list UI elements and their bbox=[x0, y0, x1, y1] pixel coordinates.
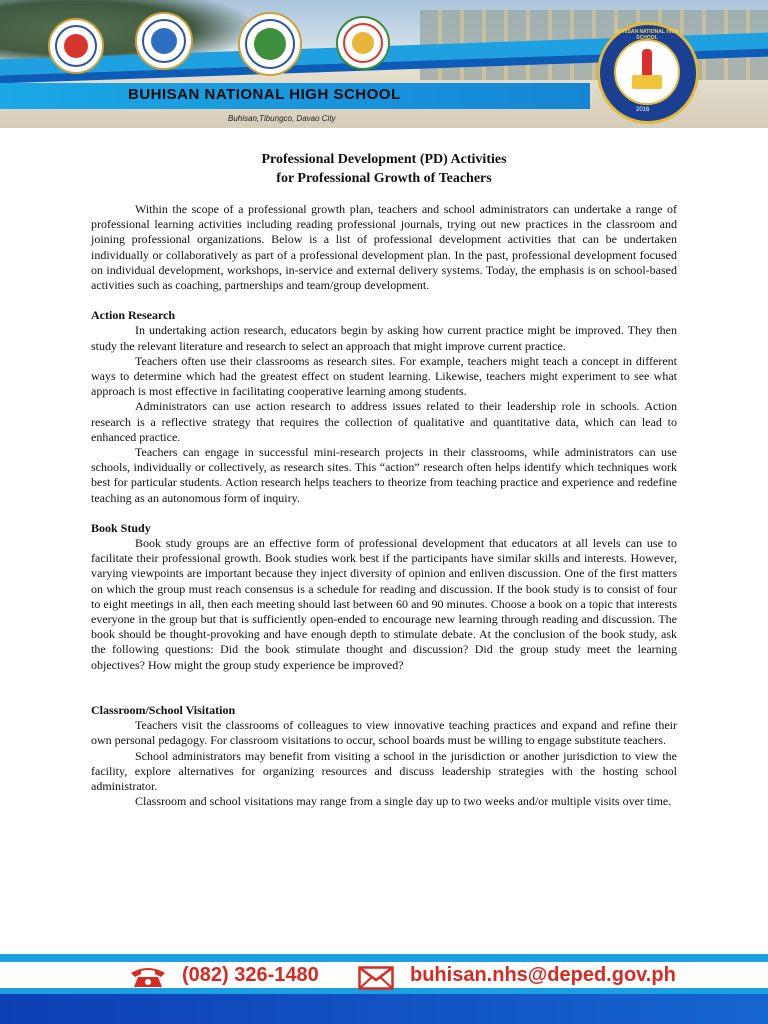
action-research-paragraph-2: Teachers often use their classrooms as research sites. For example, teachers might teach a concept in different ways to determine which had the greatest effect on student learning. Likewise, teachers might experiment to see what approach is most effective in facilitating cooperative learning among students. bbox=[91, 353, 677, 399]
deped-seal-icon bbox=[135, 12, 193, 70]
action-research-paragraph-4: Teachers can engage in successful mini-research projects in their classrooms, while administrators can use schools, individually or collectively, as research sites. This “action” research often helps identify which techniques work best for particular students. Action research helps teachers to theorize from teaching practice and experience and redefine teaching as an autonomous form of inquiry. bbox=[91, 445, 677, 505]
document-body bbox=[91, 202, 677, 809]
action-research-paragraph-3: Administrators can use action research to address issues related to their leadership role in schools. Action research is a reflective strategy that requires the collection of qualitative and quantitative data, which can lead to enhanced practice. bbox=[91, 399, 677, 444]
deped-region-seal-icon bbox=[238, 12, 302, 76]
letterhead-banner bbox=[0, 0, 768, 128]
document-title-line1: Professional Development (PD) Activities bbox=[261, 152, 507, 167]
telephone-icon bbox=[128, 965, 168, 989]
document-title-line2: for Professional Growth of Teachers bbox=[276, 171, 492, 186]
footer-stripe-top bbox=[0, 954, 768, 962]
book-study-paragraph-1: Book study groups are an effective form of professional development that educators at all levels can use to facilitate their professional growth. Book studies work best if the participants have similar skills and interests. However, varying viewpoints are important because they inject diversity of opinion and enliven discussion. One of the first matters on which the group must reach consensus is a schedule for reading and discussion. If the book study is to consist of four to eight meetings in all, then each meeting should last between 60 and 90 minutes. Choose a book on a topic that interests everyone in the group but that is sufficiently open-ended to encourage new learning through reading and discussion. The book should be thought-provoking and have enough depth to stimulate debate. At the conclusion of the book study, ask the following questions: Did the book stimulate thought and discussion? Did the group study meet the learning objectives? How might the group study experience be improved? bbox=[91, 536, 677, 672]
seal-ring-text: BUHISAN NATIONAL HIGH SCHOOL bbox=[615, 29, 679, 41]
book-icon bbox=[632, 75, 662, 89]
envelope-icon bbox=[358, 966, 394, 990]
section-heading-action-research: Action Research bbox=[91, 308, 176, 323]
school-seal-icon bbox=[597, 22, 699, 124]
footer-stripe-bottom bbox=[0, 994, 768, 1024]
school-address: Buhisan,Tibungco, Davao City bbox=[228, 114, 336, 123]
phone-number[interactable]: (082) 326-1480 bbox=[182, 964, 319, 986]
intro-paragraph: Within the scope of a professional growth plan, teachers and school administrators can undertake a range of professional learning activities including reading professional journals, trying out new practices in the classroom and joining professional organizations. Below is a list of professional development activities that can be undertaken individually or collaboratively as part of a professional development plan. In the past, professional development focused on individual development, workshops, in-service and external delivery systems. Today, the emphasis is on school-based activities such as coaching, partnerships and team/group development. bbox=[91, 202, 677, 293]
visitation-paragraph-2: School administrators may benefit from visiting a school in the jurisdiction or another jurisdiction to view the facility, explore alternatives for organizing resources and discuss leadership strategies with the hosting school administrator. bbox=[91, 748, 677, 793]
letterhead-footer bbox=[0, 948, 768, 1024]
visitation-paragraph-1: Teachers visit the classrooms of colleagues to view innovative teaching practices and expand and refine their own personal pedagogy. For classroom visitations to occur, school boards must be willing to engage substitute teachers. bbox=[91, 718, 677, 748]
email-address[interactable]: buhisan.nhs@deped.gov.ph bbox=[410, 964, 676, 986]
section-heading-book-study: Book Study bbox=[91, 520, 151, 535]
davao-division-seal-icon bbox=[336, 16, 390, 70]
action-research-paragraph-1: In undertaking action research, educators begin by asking how current practice might be improved. They then study the relevant literature and research to select an approach that might improve current practice. bbox=[91, 323, 677, 353]
seal-year: 2016 bbox=[636, 107, 650, 113]
republic-seal-icon bbox=[48, 18, 104, 74]
school-name: BUHISAN NATIONAL HIGH SCHOOL bbox=[128, 86, 401, 103]
visitation-paragraph-3: Classroom and school visitations may range from a single day up to two weeks and/or multiple visits over time. bbox=[135, 794, 672, 809]
section-heading-classroom-visitation: Classroom/School Visitation bbox=[91, 702, 236, 717]
